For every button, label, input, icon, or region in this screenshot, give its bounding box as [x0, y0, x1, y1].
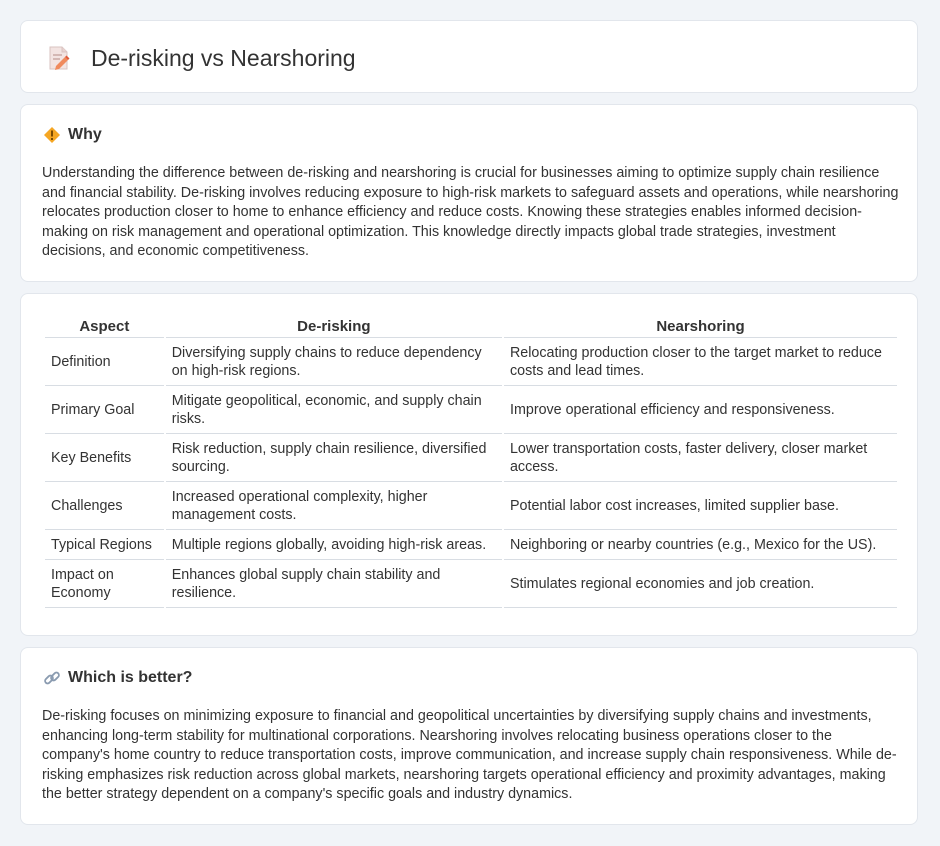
table-cell-nearshoring: Relocating production closer to the target market to reduce costs and lead times.	[504, 338, 897, 386]
table-cell-nearshoring: Improve operational efficiency and responsiveness.	[504, 386, 897, 434]
table-header-row	[45, 316, 897, 338]
better-text: De-risking focuses on minimizing exposure to financial and geopolitical uncertainties by diversifying supply chains and investments, enhancing long-term stability for multinational corporations. Nearshoring involves relocating business operations closer to the company's home country to reduce transportation costs, improve communication, and increase supply chain responsiveness. While de-risking emphasizes risk reduction across global markets, nearshoring targets operational efficiency and proximity advantages, making the better strategy dependent on a company's specific goals and industry dynamics.	[42, 708, 897, 802]
table-cell-aspect: Key Benefits	[45, 434, 164, 482]
table-cell-derisking: Enhances global supply chain stability and resilience.	[166, 560, 502, 608]
link-icon	[43, 669, 61, 687]
table-cell-derisking: Multiple regions globally, avoiding high-risk areas.	[166, 530, 502, 560]
table-cell-aspect: Typical Regions	[45, 530, 164, 560]
why-section	[20, 104, 918, 282]
warning-diamond-icon	[43, 126, 61, 144]
table-cell-aspect: Primary Goal	[45, 386, 164, 434]
better-heading	[43, 669, 192, 687]
table-cell-derisking: Risk reduction, supply chain resilience, diversified sourcing.	[166, 434, 502, 482]
table-cell-derisking: Mitigate geopolitical, economic, and supply chain risks.	[166, 386, 502, 434]
table-cell-aspect: Impact on Economy	[45, 560, 164, 608]
column-header-aspect: Aspect	[45, 316, 164, 338]
table-row	[45, 386, 897, 434]
column-header-derisking: De-risking	[166, 316, 502, 338]
page-title: De-risking vs Nearshoring	[91, 45, 356, 71]
better-title: Which is better?	[68, 669, 193, 686]
table-cell-nearshoring: Neighboring or nearby countries (e.g., Mexico for the US).	[504, 530, 897, 560]
header-card	[20, 20, 918, 93]
table-cell-nearshoring: Lower transportation costs, faster delivery, closer market access.	[504, 434, 897, 482]
table-cell-aspect: Definition	[45, 338, 164, 386]
table-row	[45, 434, 897, 482]
table-row	[45, 482, 897, 530]
table-cell-nearshoring: Potential labor cost increases, limited supplier base.	[504, 482, 897, 530]
table-row	[45, 338, 897, 386]
table-cell-aspect: Challenges	[45, 482, 164, 530]
table-cell-derisking: Diversifying supply chains to reduce dependency on high-risk regions.	[166, 338, 502, 386]
why-heading	[43, 126, 102, 144]
table-cell-nearshoring: Stimulates regional economies and job creation.	[504, 560, 897, 608]
table-cell-derisking: Increased operational complexity, higher management costs.	[166, 482, 502, 530]
column-header-nearshoring: Nearshoring	[504, 316, 897, 338]
which-is-better-section	[20, 647, 918, 825]
page-header	[47, 41, 356, 75]
table-row	[45, 530, 897, 560]
comparison-section	[20, 293, 918, 636]
comparison-table	[43, 316, 899, 608]
why-text: Understanding the difference between de-risking and nearshoring is crucial for businesses aiming to optimize supply chain resilience and financial stability. De-risking involves reducing exposure to high-risk markets to safeguard assets and operations, while nearshoring relocates production closer to home to enhance efficiency and reduce costs. Knowing these strategies enables informed decision-making on risk management and operational optimization. This knowledge directly impacts global trade strategies, investment decisions, and economic competitiveness.	[42, 165, 899, 259]
table-row	[45, 560, 897, 608]
why-title: Why	[68, 126, 102, 143]
document-pencil-icon	[47, 45, 71, 71]
